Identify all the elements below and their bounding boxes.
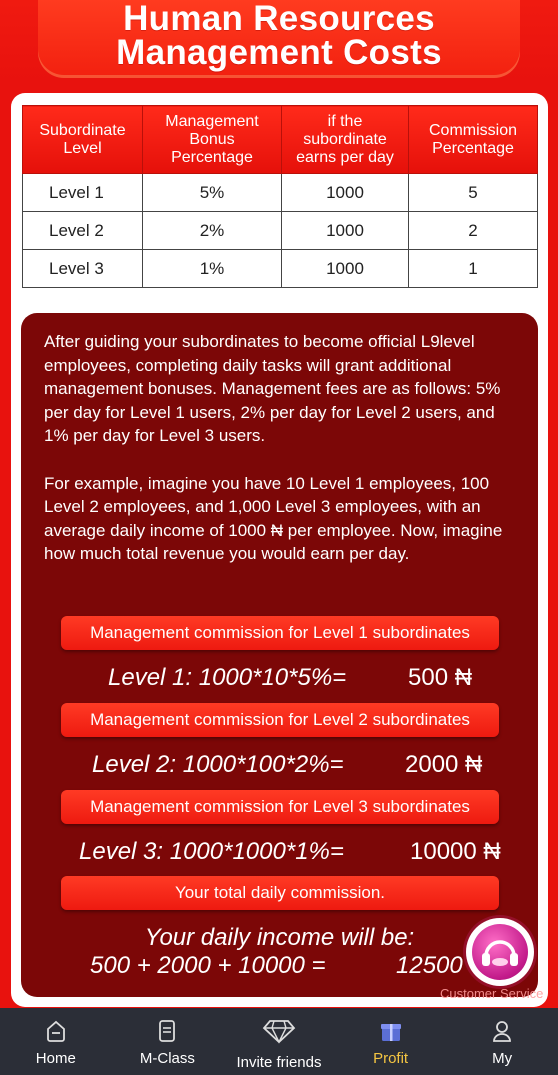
- cell-bonus: 1%: [143, 250, 282, 288]
- nav-item-invite-friends[interactable]: [223, 1008, 335, 1075]
- gift-icon: [378, 1018, 404, 1049]
- header-subordinate-level: Subordinate Level: [23, 106, 143, 174]
- cell-bonus: 5%: [143, 174, 282, 212]
- level-1-formula-text: Level 1: 1000*10*5%=: [108, 664, 347, 691]
- header-commission-percentage: Commission Percentage: [409, 106, 538, 174]
- level-3-formula-text: Level 3: 1000*1000*1%=: [79, 838, 344, 865]
- page-title: [0, 2, 558, 70]
- level-2-result: 2000 ₦: [405, 751, 483, 778]
- nav-label-profit: Profit: [373, 1050, 409, 1067]
- level-2-formula: [92, 751, 512, 779]
- daily-income-sum: 500 + 2000 + 10000 =: [90, 952, 326, 979]
- total-commission-label: Your total daily commission.: [61, 876, 499, 910]
- daily-income-title: Your daily income will be:: [144, 924, 415, 951]
- document-icon: [154, 1018, 180, 1049]
- level-3-result: 10000 ₦: [410, 838, 501, 865]
- cell-level: Level 2: [23, 212, 143, 250]
- cell-bonus: 2%: [143, 212, 282, 250]
- nav-item-m-class[interactable]: [112, 1008, 224, 1075]
- level-3-commission-label: Management commission for Level 3 subordinates: [61, 790, 499, 824]
- table-row: [23, 212, 538, 250]
- explanation-text: [44, 330, 522, 566]
- cell-level: Level 3: [23, 250, 143, 288]
- page-title-line2: Management Costs: [116, 33, 442, 72]
- nav-item-home[interactable]: [0, 1008, 112, 1075]
- explanation-paragraph-2: For example, imagine you have 10 Level 1 employees, 100 Level 2 employees, and 1,000 Level 3 employees, with an average daily income of 1000 ₦ per employee. Now, imagine how much total revenue you would earn per day.: [44, 473, 503, 564]
- level-2-formula-text: Level 2: 1000*100*2%=: [92, 751, 344, 778]
- customer-service-label[interactable]: Customer Service: [440, 986, 544, 1001]
- level-1-result: 500 ₦: [408, 664, 473, 691]
- table-row: [23, 250, 538, 288]
- diamond-icon: [262, 1018, 296, 1049]
- nav-item-profit[interactable]: [335, 1008, 447, 1075]
- level-1-formula: [108, 664, 508, 692]
- level-2-commission-label: Management commission for Level 2 subordinates: [61, 703, 499, 737]
- page-title-line1: Human Resources: [123, 0, 435, 38]
- commission-table: [22, 105, 538, 288]
- nav-label-m-class: M-Class: [139, 1050, 195, 1067]
- nav-label-home: Home: [35, 1050, 76, 1067]
- table-row: [23, 174, 538, 212]
- headset-icon: [472, 924, 528, 980]
- nav-label-my: My: [492, 1050, 513, 1067]
- cell-commission: 5: [409, 174, 538, 212]
- cell-earnings: 1000: [282, 250, 409, 288]
- cell-level: Level 1: [23, 174, 143, 212]
- daily-income-total: 12500: [396, 952, 463, 979]
- table-header-row: [23, 106, 538, 174]
- bottom-nav: [0, 1008, 558, 1075]
- home-icon: [43, 1018, 69, 1049]
- header-earns-per-day: if the subordinate earns per day: [282, 106, 409, 174]
- level-1-commission-label: Management commission for Level 1 subordinates: [61, 616, 499, 650]
- level-3-formula: [79, 838, 519, 866]
- explanation-paragraph-1: After guiding your subordinates to become official L9level employees, completing daily tasks will grant additional management bonuses. Management fees are as follows: 5% per day for Level 1 users, 2% per day for Level 2 users, and 1% per day for Level 3 users.: [44, 332, 501, 446]
- cell-commission: 1: [409, 250, 538, 288]
- nav-item-my[interactable]: [446, 1008, 558, 1075]
- cell-commission: 2: [409, 212, 538, 250]
- user-icon: [489, 1018, 515, 1049]
- cell-earnings: 1000: [282, 174, 409, 212]
- header-bonus-percentage: Management Bonus Percentage: [143, 106, 282, 174]
- customer-service-button[interactable]: [466, 918, 534, 986]
- cell-earnings: 1000: [282, 212, 409, 250]
- nav-label-invite-friends: Invite friends: [236, 1054, 322, 1071]
